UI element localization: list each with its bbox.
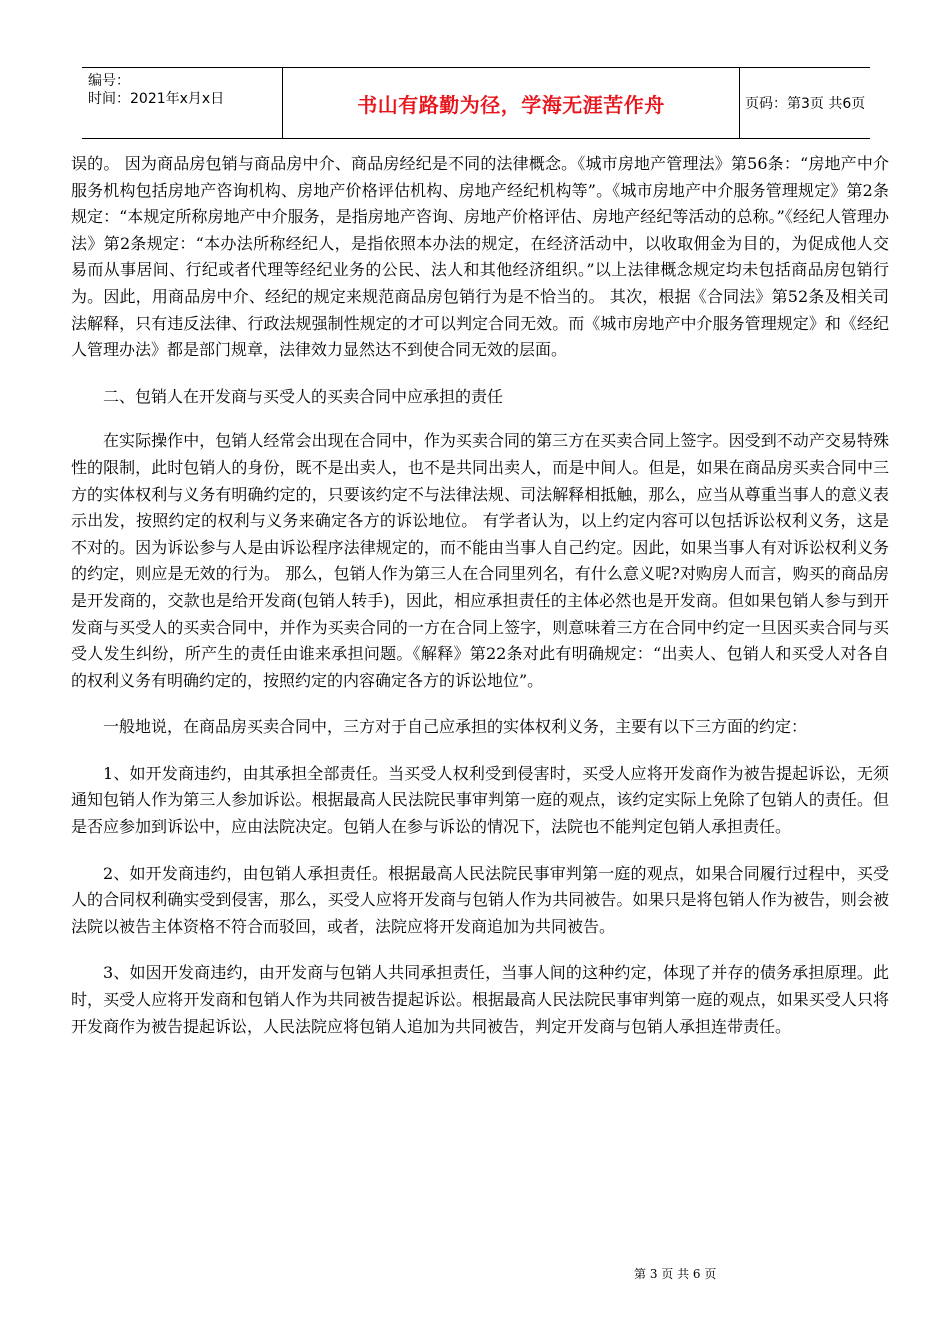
list-item: 1、如开发商违约，由其承担全部责任。当买受人权利受到侵害时，买受人应将开发商作为被告提起诉讼，无须通知包销人作为第三人参加诉讼。根据最高人民法院民事审判第一庭的观点，该约定实际上免除了包销人的责任。但是否应参加到诉讼中，应由法院决定。包销人在参与诉讼的情况下，法院也不能判定包销人承担责任。: [71, 763, 889, 837]
list-item: 2、如开发商违约，由包销人承担责任。根据最高人民法院民事审判第一庭的观点，如果合同履行过程中，买受人的合同权利确实受到侵害，那么，买受人应将开发商与包销人作为共同被告。如果只是将包销人作为被告，则会被法院以被告主体资格不符合而驳回，或者，法院应将开发商追加为共同被告。: [71, 863, 889, 936]
header-motto: 书山有路勤为径，学海无涯苦作舟: [357, 92, 665, 117]
body-paragraph: 一般地说，在商品房买卖合同中，三方对于自己应承担的实体权利义务，主要有以下三方面的约定：: [103, 717, 808, 737]
list-item: 3、如因开发商违约，由开发商与包销人共同承担责任，当事人间的这种约定，体现了并存的债务承担原理。此时，买受人应将开发商和包销人作为共同被告提起诉讼。根据最高人民法院民事审判第一庭的观点，如果买受人只将开发商作为被告提起诉讼，人民法院应将包销人追加为共同被告，判定开发商与包销人承担连带责任。: [71, 963, 889, 1036]
section-heading: 二、包销人在开发商与买受人的买卖合同中应承担的责任: [103, 386, 504, 406]
body-paragraph: 在实际操作中，包销人经常会出现在合同中，作为买卖合同的第三方在买卖合同上签字。因受到不动产交易特殊性的限制，此时包销人的身份，既不是出卖人，也不是共同出卖人，而是中间人。但是，如果在商品房买卖合同中三方的实体权利与义务有明确约定的，只要该约定不与法律法规、司法解释相抵触，那么，应当从尊重当事人的意义表示出发，按照约定的权利与义务来确定各方的诉讼地位。 有学者认为，以上约定内容可以包括诉讼权利义务，这是不对的。因为诉讼参与人是由诉讼程序法律规定的，而不能由当事人自己约定。因此，如果当事人有对诉讼权利义务的约定，则应是无效的行为。 那么，包销人作为第三人在合同里列名，有什么意义呢?对购房人而言，购买的商品房是开发商的，交款也是给开发商(包销人转手)，因此，相应承担责任的主体必然也是开发商。但如果包销人参与到开发商与买受人的买卖合同中，并作为买卖合同的一方在合同上签字，则意味着三方在合同中约定一旦因买卖合同与买受人发生纠纷，所产生的责任由谁来承担问题。《解释》第22条对此有明确规定：“出卖人、包销人和买受人对各自的权利义务有明确约定的，按照约定的内容确定各方的诉讼地位”。: [71, 431, 889, 690]
page-footer: 第 3 页 共 6 页: [634, 1267, 717, 1281]
document-number: 编号：: [88, 73, 130, 89]
page-header: [82, 67, 870, 139]
document-date: 时间：2021年x月x日: [88, 91, 225, 107]
header-meta: [82, 68, 282, 138]
document-body: [71, 151, 889, 1060]
body-paragraph: 误的。 因为商品房包销与商品房中介、商品房经纪是不同的法律概念。《城市房地产管理法》第56条：“房地产中介服务机构包括房地产咨询机构、房地产价格评估机构、房地产经纪机构等”。《城市房地产中介服务管理规定》第2条规定：“本规定所称房地产中介服务，是指房地产咨询、房地产价格评估、房地产经纪等活动的总称。”《经纪人管理办法》第2条规定：“本办法所称经纪人，是指依照本办法的规定，在经济活动中，以收取佣金为目的，为促成他人交易而从事居间、行纪或者代理等经纪业务的公民、法人和其他经济组织。”以上法律概念规定均未包括商品房包销行为。因此，用商品房中介、经纪的规定来规范商品房包销行为是不恰当的。 其次，根据《合同法》第52条及相关司法解释，只有违反法律、行政法规强制性规定的才可以判定合同无效。而《城市房地产中介服务管理规定》和《经纪人管理办法》都是部门规章，法律效力显然达不到使合同无效的层面。: [71, 154, 889, 360]
header-page-cell: [739, 68, 870, 138]
header-motto-cell: [282, 68, 740, 138]
header-page-code: 页码：第3页 共6页: [745, 96, 866, 112]
